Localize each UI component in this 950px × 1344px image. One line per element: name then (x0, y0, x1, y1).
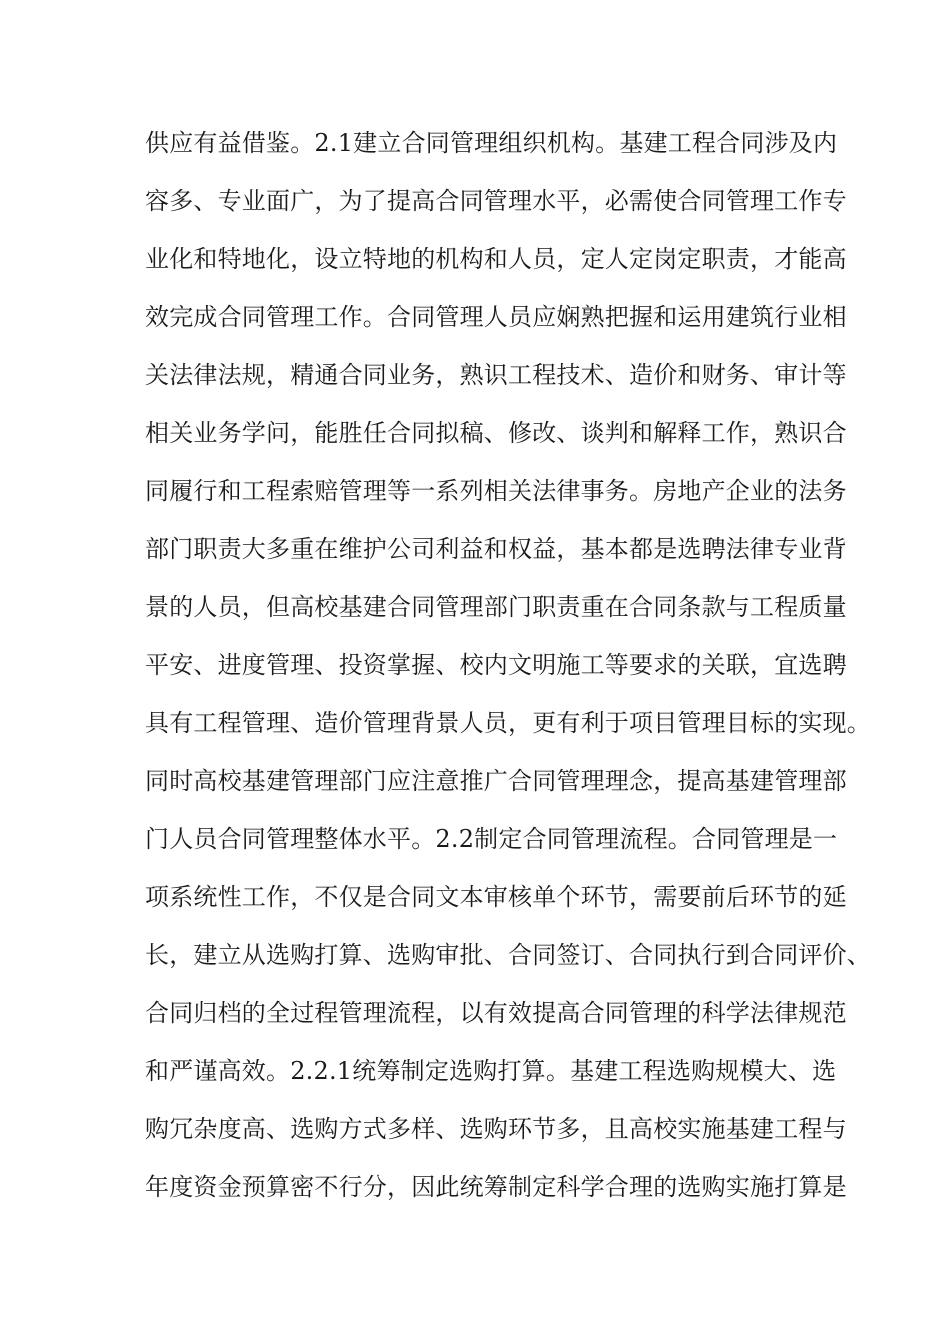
text-line: 效完成合同管理工作。合同管理人员应娴熟把握和运用建筑行业相 (145, 303, 847, 331)
text-line: 关法律法规，精通合同业务，熟识工程技术、造价和财务、审计等 (145, 361, 847, 389)
text-line: 景的人员，但高校基建合同管理部门职责重在合同条款与工程质量 (145, 593, 847, 621)
text-line: 业化和特地化，设立特地的机构和人员，定人定岗定职责，才能高 (145, 245, 847, 273)
text-line: 门人员合同管理整体水平。2.2制定合同管理流程。合同管理是一 (145, 825, 838, 853)
body-text (145, 129, 871, 1233)
text-line: 合同归档的全过程管理流程，以有效提高合同管理的科学法律规范 (145, 999, 847, 1027)
text-line: 部门职责大多重在维护公司利益和权益，基本都是选聘法律专业背 (145, 535, 847, 563)
text-line: 供应有益借鉴。2.1建立合同管理组织机构。基建工程合同涉及内 (145, 129, 838, 157)
text-line: 年度资金预算密不行分，因此统筹制定科学合理的选购实施打算是 (145, 1173, 847, 1201)
text-line: 容多、专业面广，为了提高合同管理水平，必需使合同管理工作专 (145, 187, 847, 215)
text-line: 平安、进度管理、投资掌握、校内文明施工等要求的关联，宜选聘 (145, 651, 847, 679)
text-line: 具有工程管理、造价管理背景人员，更有利于项目管理目标的实现。 (145, 709, 871, 737)
text-line: 相关业务学问，能胜任合同拟稿、修改、谈判和解释工作，熟识合 (145, 419, 847, 447)
text-line: 长，建立从选购打算、选购审批、合同签订、合同执行到合同评价、 (145, 941, 871, 969)
text-line: 和严谨高效。2.2.1统筹制定选购打算。基建工程选购规模大、选 (145, 1057, 837, 1085)
text-line: 项系统性工作，不仅是合同文本审核单个环节，需要前后环节的延 (145, 883, 847, 911)
text-line: 同履行和工程索赔管理等一系列相关法律事务。房地产企业的法务 (145, 477, 847, 505)
text-line: 购冗杂度高、选购方式多样、选购环节多，且高校实施基建工程与 (145, 1115, 847, 1143)
text-line: 同时高校基建管理部门应注意推广合同管理理念，提高基建管理部 (145, 767, 847, 795)
